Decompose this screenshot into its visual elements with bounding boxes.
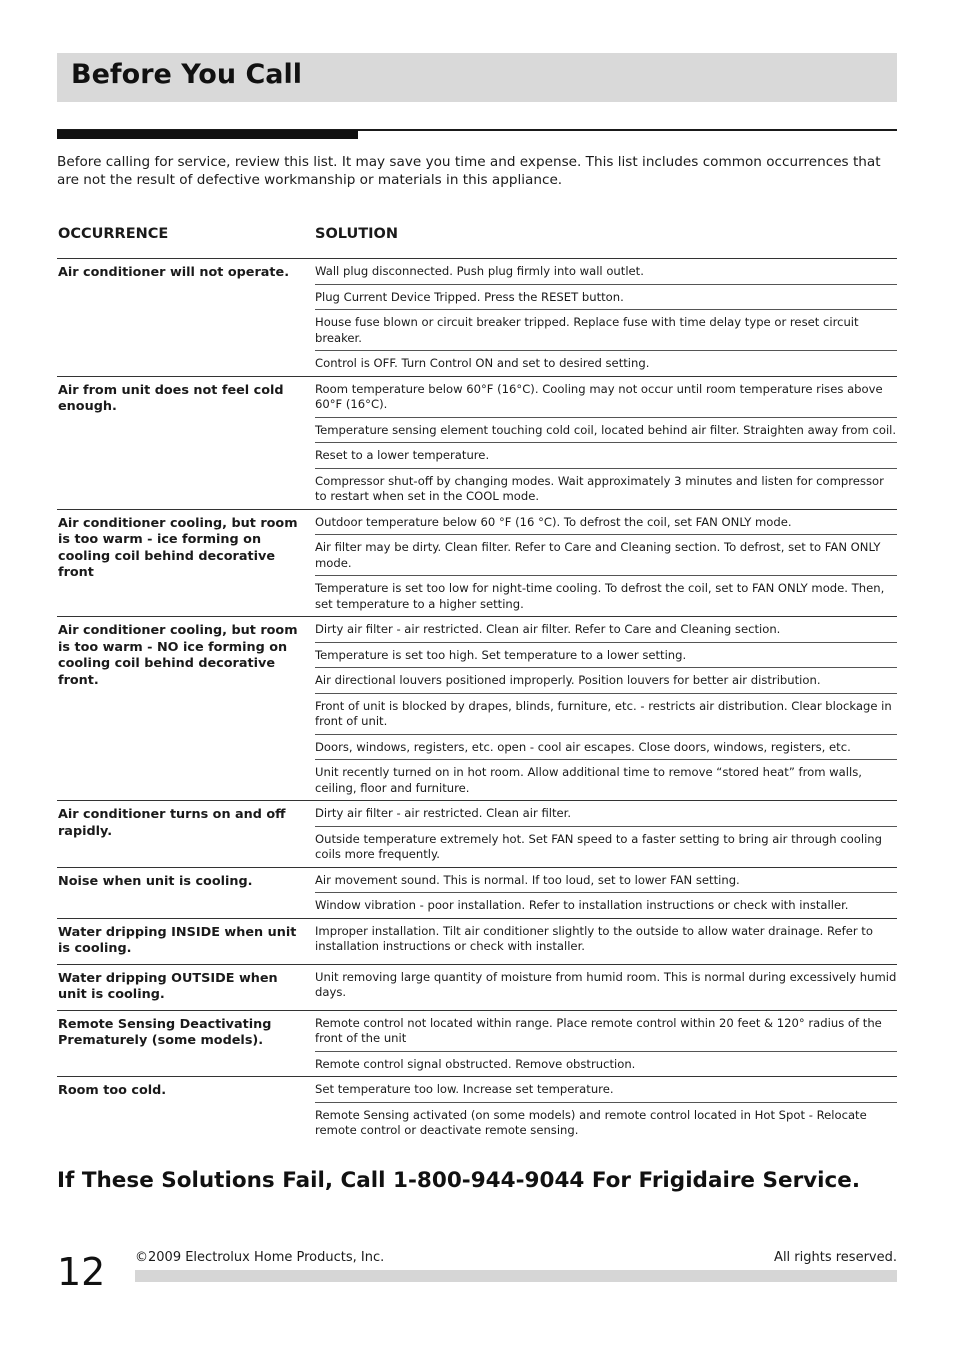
solution-item: Remote control not located within range. Place remote control within 20 feet & 120° radius of the front of the unit [315, 1015, 882, 1045]
solution-item: Doors, windows, registers, etc. open - cool air escapes. Close doors, windows, registers, etc. [315, 734, 897, 760]
solution-list [315, 868, 897, 918]
solution-item: Air directional louvers positioned improperly. Position louvers for better air distribution. [315, 667, 897, 693]
solution-list [315, 965, 897, 1010]
solution-item: Window vibration - poor installation. Refer to installation instructions or check with installer. [315, 892, 897, 918]
title-band [57, 53, 897, 102]
table-row [57, 376, 897, 509]
solution-item: Reset to a lower temperature. [315, 442, 897, 468]
solution-list [315, 259, 897, 376]
solution-item: Remote control signal obstructed. Remove obstruction. [315, 1051, 897, 1077]
solution-item: Unit recently turned on in hot room. Allow additional time to remove “stored heat” from walls, ceiling, floor and furniture. [315, 759, 897, 800]
solution-item: Air filter may be dirty. Clean filter. Refer to Care and Cleaning section. To defrost, set to FAN ONLY mode. [315, 534, 897, 575]
solution-list [315, 1077, 897, 1143]
occurrence-cell: Air from unit does not feel cold enough. [58, 382, 284, 414]
solution-list [315, 510, 897, 617]
solution-list [315, 377, 897, 509]
occurrence-cell: Air conditioner will not operate. [58, 265, 290, 280]
table-row [57, 509, 897, 617]
solution-item: Control is OFF. Turn Control ON and set to desired setting. [315, 350, 897, 376]
solution-item: Unit removing large quantity of moisture from humid room. This is normal during excessively humid days. [315, 969, 897, 999]
solution-list [315, 919, 897, 964]
footer-bar [135, 1270, 897, 1282]
service-callout: If These Solutions Fail, Call 1-800-944-9044 For Frigidaire Service. [57, 1168, 861, 1193]
solution-item: Air movement sound. This is normal. If too loud, set to lower FAN setting. [315, 872, 740, 887]
occurrence-cell: Water dripping OUTSIDE when unit is cooling. [58, 970, 278, 1002]
solution-list [315, 801, 897, 867]
solution-item: Plug Current Device Tripped. Press the RESET button. [315, 284, 897, 310]
table-row [57, 258, 897, 376]
occurrence-cell: Water dripping INSIDE when unit is cooling. [58, 924, 297, 956]
solution-item: Outdoor temperature below 60 °F (16 °C). To defrost the coil, set FAN ONLY mode. [315, 514, 792, 529]
solution-item: Remote Sensing activated (on some models) and remote control located in Hot Spot - Relocate remote control or deactivate remote sensing. [315, 1102, 897, 1143]
copyright-notice: ©2009 Electrolux Home Products, Inc. [135, 1250, 385, 1265]
occurrence-cell: Noise when unit is cooling. [58, 873, 253, 889]
solution-item: Outside temperature extremely hot. Set FAN speed to a faster setting to bring air through cooling coils more frequently. [315, 826, 897, 867]
page-title: Before You Call [71, 59, 303, 90]
solution-item: Temperature is set too low for night-time cooling. To defrost the coil, set to FAN ONLY mode. Then, set temperature to a higher setting. [315, 575, 897, 616]
solution-list [315, 617, 897, 800]
solution-item: Temperature is set too high. Set temperature to a lower setting. [315, 642, 897, 668]
solution-item: Dirty air filter - air restricted. Clean air filter. Refer to Care and Cleaning section. [315, 622, 781, 636]
rights-notice: All rights reserved. [774, 1250, 897, 1265]
table-row [57, 1076, 897, 1143]
solution-item: Front of unit is blocked by drapes, blinds, furniture, etc. - restricts air distribution. Clear blockage in front of unit. [315, 693, 897, 734]
troubleshooting-table [57, 258, 897, 1143]
solution-item: Room temperature below 60°F (16°C). Cooling may not occur until room temperature rises above 60°F (16°C). [315, 381, 883, 411]
solution-item: Wall plug disconnected. Push plug firmly into wall outlet. [315, 264, 644, 278]
occurrence-cell: Air conditioner cooling, but room is too warm - ice forming on cooling coil behind decorative front [58, 515, 298, 580]
table-row [57, 867, 897, 918]
intro-paragraph: Before calling for service, review this list. It may save you time and expense. This list includes common occurrences that are not the result of defective workmanship or materials in this appliance. [57, 154, 881, 188]
occurrence-column-header: OCCURRENCE [58, 226, 169, 242]
solution-item: Compressor shut-off by changing modes. Wait approximately 3 minutes and listen for compressor to restart when set in the COOL mode. [315, 468, 897, 509]
solution-item: House fuse blown or circuit breaker tripped. Replace fuse with time delay type or reset circuit breaker. [315, 309, 897, 350]
page-number: 12 [57, 1250, 106, 1294]
table-row [57, 800, 897, 867]
table-row [57, 964, 897, 1010]
occurrence-cell: Room too cold. [58, 1083, 167, 1098]
occurrence-cell: Air conditioner turns on and off rapidly. [58, 807, 286, 839]
table-row [57, 918, 897, 964]
table-row [57, 1010, 897, 1077]
occurrence-cell: Remote Sensing Deactivating Prematurely (some models). [58, 1016, 272, 1048]
solution-item: Improper installation. Tilt air conditioner slightly to the outside to allow water drainage. Refer to installation instructions or check with installer. [315, 923, 873, 953]
solution-item: Set temperature too low. Increase set temperature. [315, 1082, 614, 1096]
solution-column-header: SOLUTION [315, 226, 399, 242]
occurrence-cell: Air conditioner cooling, but room is too warm - NO ice forming on cooling coil behind decorative front. [58, 623, 298, 688]
header-rule-accent [57, 130, 358, 139]
solution-list [315, 1011, 897, 1077]
solution-item: Dirty air filter - air restricted. Clean air filter. [315, 806, 572, 820]
solution-item: Temperature sensing element touching cold coil, located behind air filter. Straighten away from coil. [315, 417, 897, 443]
table-row [57, 616, 897, 800]
